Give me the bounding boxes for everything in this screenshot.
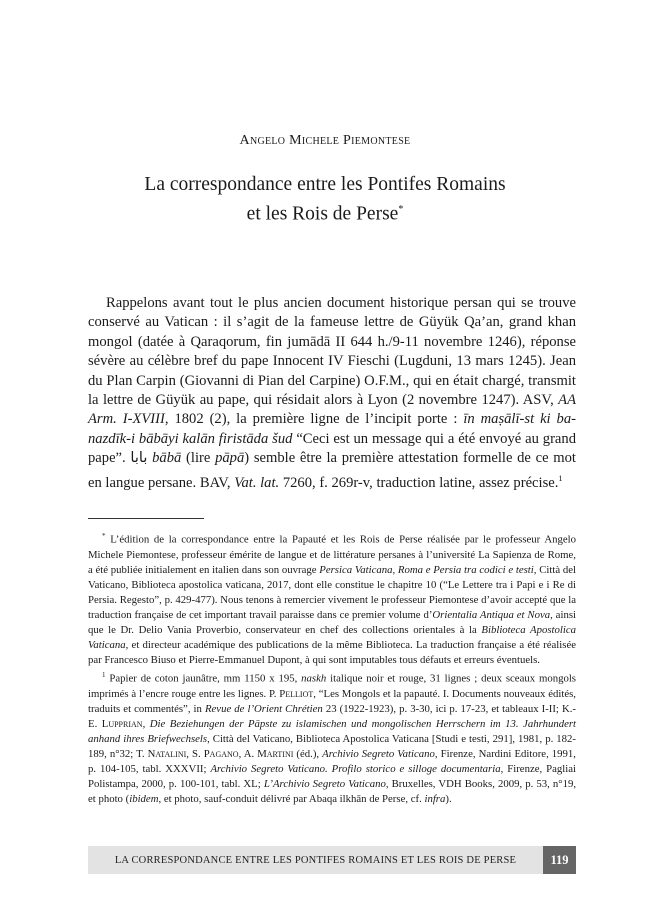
title-line-1: La correspondance entre les Pontifes Romains xyxy=(144,174,506,195)
page-number: 119 xyxy=(543,846,576,874)
author-name: Angelo Michele Piemontese xyxy=(239,133,411,148)
footnotes xyxy=(88,529,576,807)
title-line-2: et les Rois de Perse* xyxy=(246,203,404,225)
arabic-word: بابا xyxy=(130,450,148,467)
footnote-separator xyxy=(88,518,204,519)
running-title: LA CORRESPONDANCE ENTRE LES PONTIFES ROMAINS ET LES ROIS DE PERSE xyxy=(88,846,543,874)
footnote-star: * L’édition de la correspondance entre la Papauté et les Rois de Perse réalisée par le professeur Angelo Michele Piemontese, professeur émérite de langue et de littérature persanes à l’université La Sapienza de Rome, a été publiée initialement en italien dans son ouvrage Persica Vaticana, Roma e Persia tra codici e testi, Città del Vaticano, Biblioteca apostolica vaticana, 2017, dont elle constitue le chapitre 10 (“Le Lettere tra i Papi e i Re di Persia. Regesto”, p. 429-477). Nous tenons à remercier vivement le professeur Piemontese d’avoir accepté que la traduction française de cet important travail paraisse dans ce premier volume d’Orientalia Antiqua et Nova, ainsi que le Dr. Delio Vania Proverbio, conservateur en chef des collections orientales à la Biblioteca Apostolica Vaticana, et directeur académique des publications de la même Biblioteca. La traduction française a été réalisée par Francesco Biuso et Pierre-Emmanuel Dupont, à qui sont imputables tous défauts et erreurs éventuels. xyxy=(88,532,576,666)
footnote-ref-1[interactable]: 1 xyxy=(558,472,563,483)
title-footnote-mark[interactable]: * xyxy=(398,204,404,215)
running-footer xyxy=(88,846,576,874)
article-title xyxy=(0,172,650,227)
main-text xyxy=(88,294,576,493)
paragraph-1: Rappelons avant tout le plus ancien document historique persan qui se trouve conservé au Vatican : il s’agit de la fameuse lettre de Güyük Qa’an, grand khan mongol (datée à Qaraqorum, fin jumādā II 644 h./9-11 novembre 1246), réponse sévère au célèbre bref du pape Innocent IV Fieschi (Lugduni, 13 mars 1245). Jean du Plan Carpin (Giovanni di Pian del Carpine) O.F.M., qui en était chargé, transmit la lettre de Güyük au pape, qui résidait alors à Lyon (2 novembre 1247). ASV, AA Arm. I-XVIII, 1802 (2), la première ligne de l’incipit porte : īn maṣālī-st ki ba-nazdīk-i bābāyi kalān firistāda šud “Ceci est un message qui a été envoyé au grand pape”. بابا bābā (lire pāpā) semble être la première attestation formelle de ce mot en langue persane. BAV, Vat. lat. 7260, f. 269r-v, traduction latine, assez précise.$^1$ xyxy=(88,295,576,491)
footnote-1: $^1$ Papier de coton jaunâtre, mm 1150 x 195, naskh italique noir et rouge, 31 lignes ; deux sceaux mongols imprimés à l’encre rouge entre les lignes. P. Pelliot, “Les Mongols et la papauté. I. Documents nouveaux édités, traduits et commentés”, in Revue de l’Orient Chrétien 23 (1922-1923), p. 3-30, ici p. 17-23, et tableaux I-II; K.-E. Lupprian, Die Beziehungen der Päpste zu islamischen und mongolischen Herrschern im 13. Jahrhundert anhand ihres Briefwechsels, Città del Vaticano, Biblioteca Apostolica Vaticana [Studi e testi, 291], 1981, p. 182-189, n°32; T. Natalini, S. Pagano, A. Martini (éd.), Archivio Segreto Vaticano, Firenze, Nardini Editore, 1991, p. 104-105, tabl. XXXVII; Archivio Segreto Vaticano. Profilo storico e silloge documentaria, Firenze, Pagliai Polistampa, 2000, p. 100-101, tabl. XL; L’Archivio Segreto Vaticano, Bruxelles, VDH Books, 2009, p. 53, n°19, et photo (ibidem, et photo, sauf-conduit délivré par Abaqa ilkhān de Perse, cf. infra). xyxy=(88,671,577,805)
